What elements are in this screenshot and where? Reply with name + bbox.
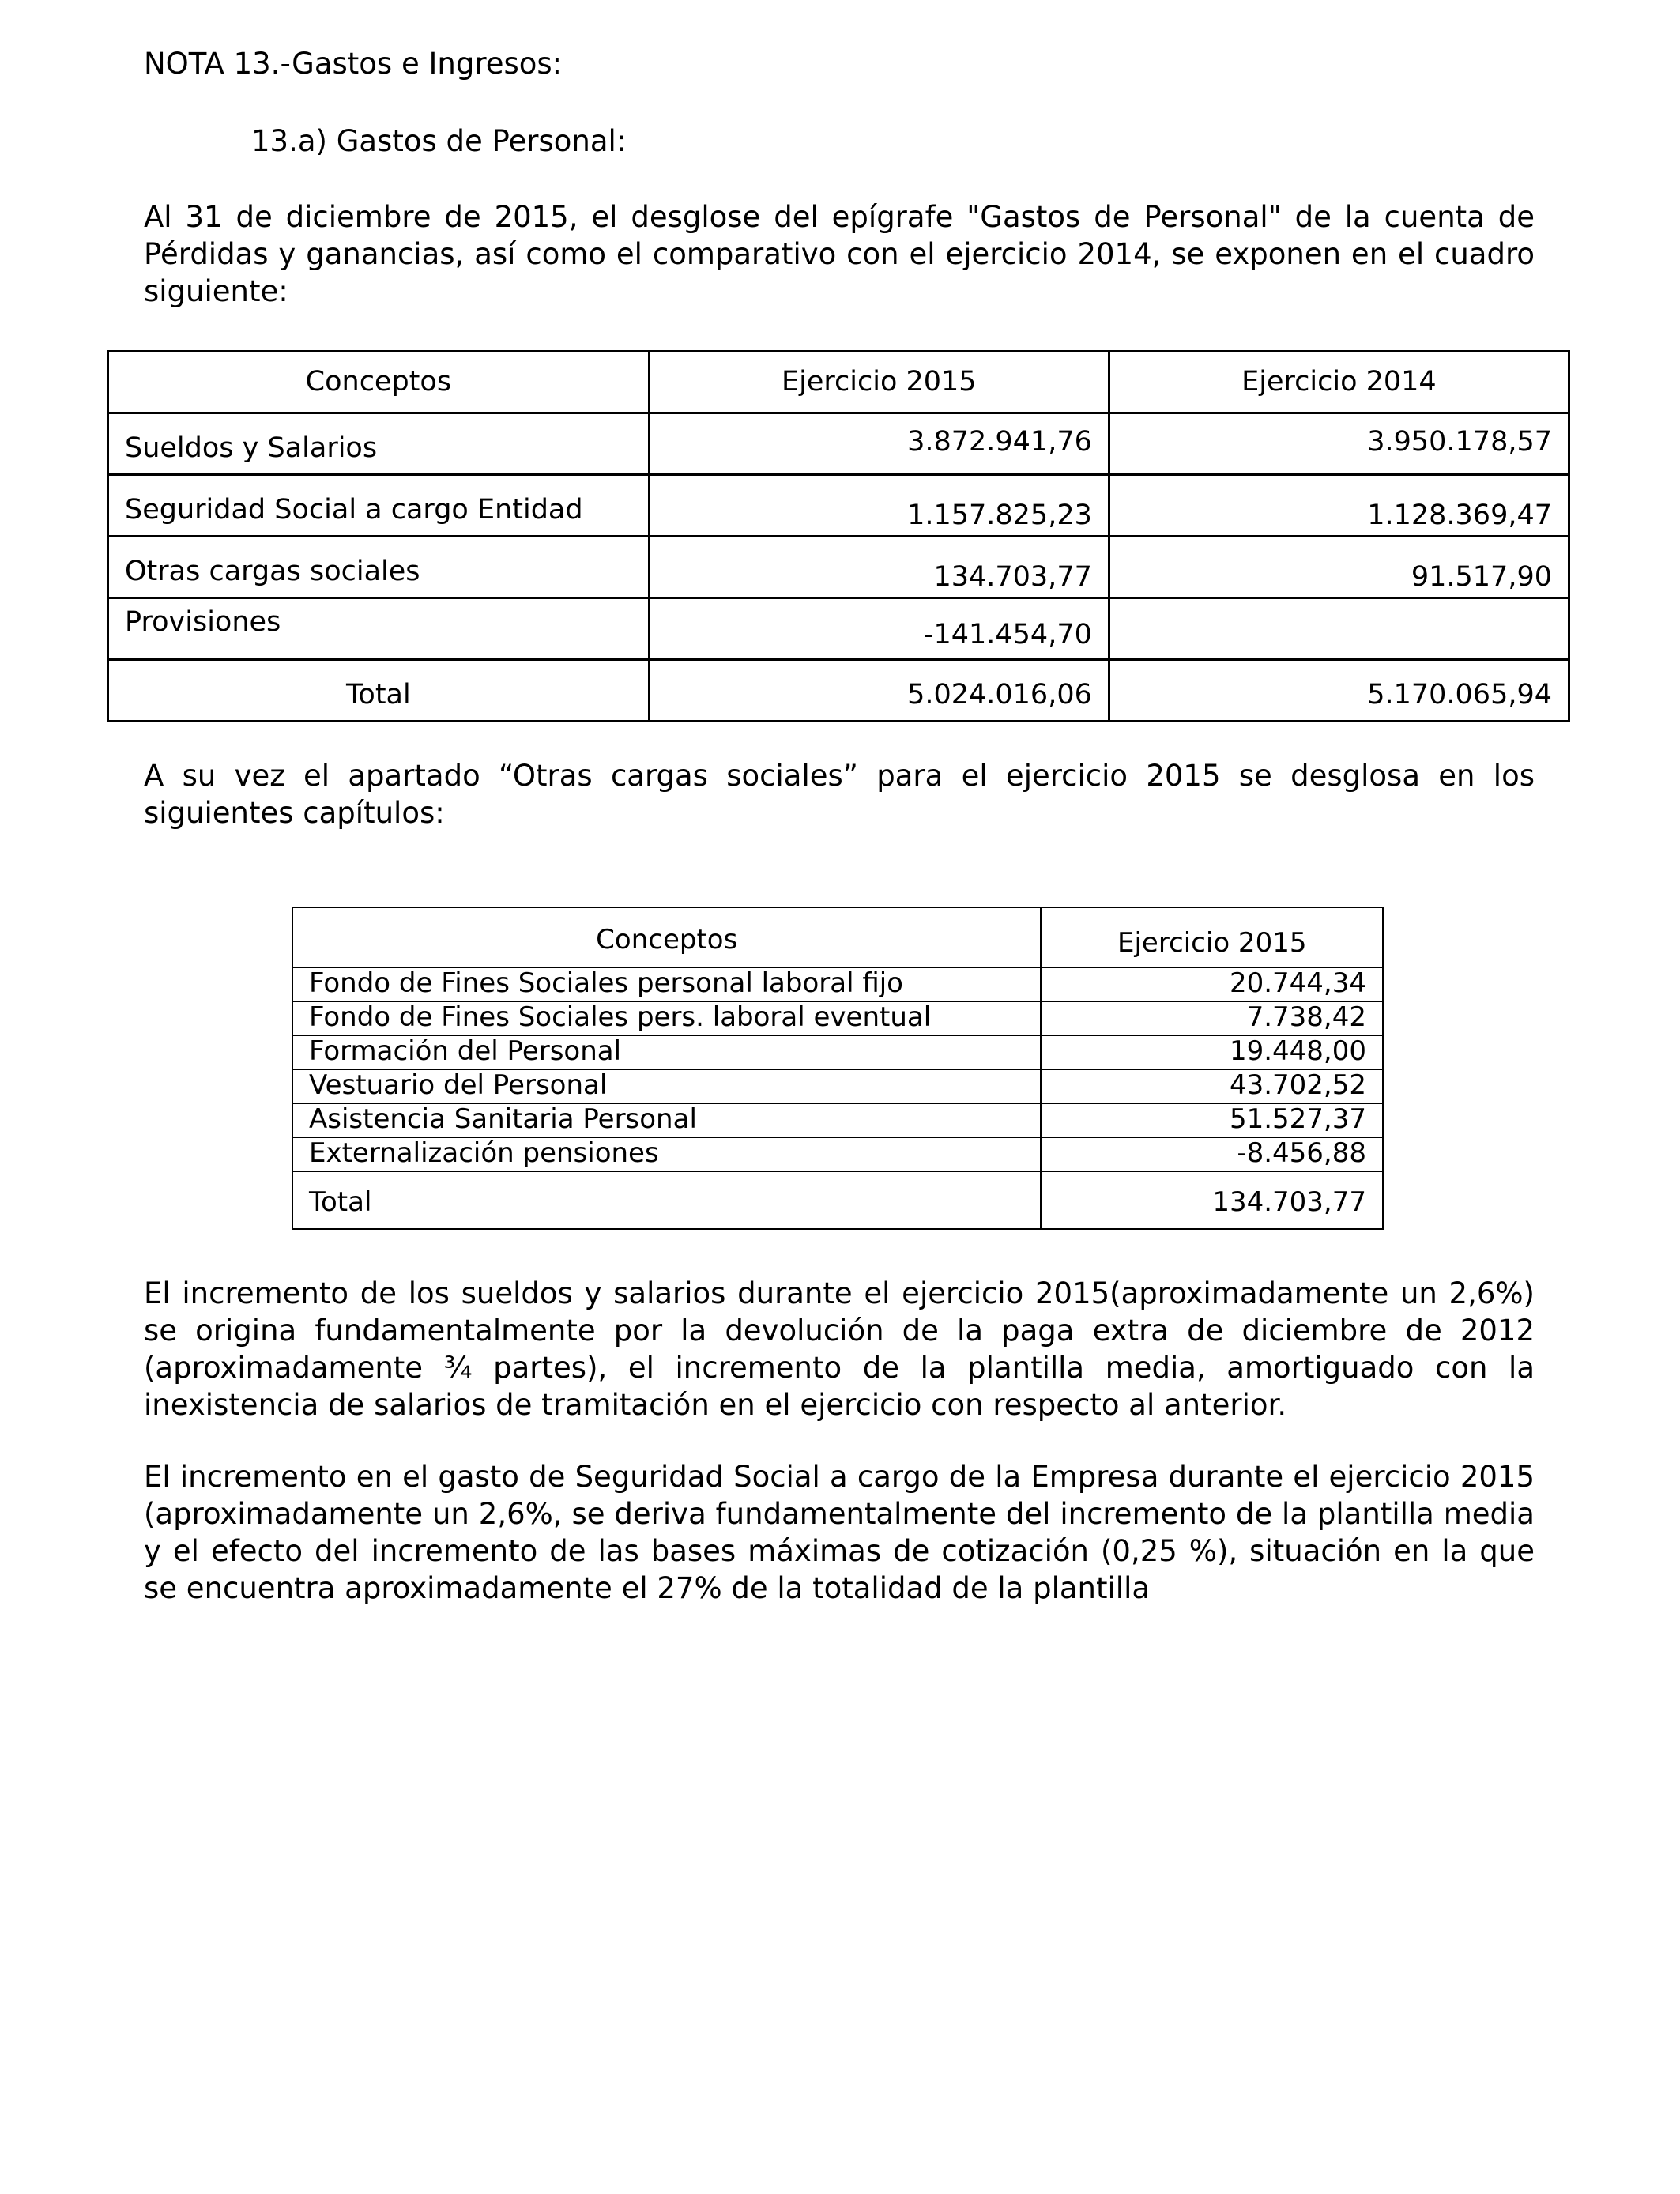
table-row xyxy=(292,1035,1383,1069)
table-row xyxy=(292,1103,1383,1137)
row-value-2015: -141.454,70 xyxy=(649,598,1109,660)
row-concept: Seguridad Social a cargo Entidad xyxy=(108,475,650,537)
social-security-paragraph: El incremento en el gasto de Seguridad Social a cargo de la Empresa durante el ejercicio 2015 (aproximadamente un 2,6%, se deriva fundamentalmente del incremento de la plantilla media y el efecto del incremento de las bases máximas de cotización (0,25 %), situación en la que se encuentra aproximadamente el 27% de la totalidad de la plantilla xyxy=(144,1460,1535,1605)
row-concept: Fondo de Fines Sociales pers. laboral eventual xyxy=(292,1001,1041,1035)
section-title: 13.a) Gastos de Personal: xyxy=(251,124,627,158)
table-row xyxy=(292,1001,1383,1035)
row-concept: Sueldos y Salarios xyxy=(108,413,650,475)
row-value-2015: 19.448,00 xyxy=(1041,1035,1383,1069)
row-value-2015: 134.703,77 xyxy=(649,537,1109,598)
row-concept: Externalización pensiones xyxy=(292,1137,1041,1171)
row-value-2014: 3.950.178,57 xyxy=(1109,413,1569,475)
table-row xyxy=(108,413,1569,475)
row-concept: Provisiones xyxy=(108,598,650,660)
intro-paragraph: Al 31 de diciembre de 2015, el desglose del epígrafe "Gastos de Personal" de la cuenta de Pérdidas y ganancias, así como el comparativo con el ejercicio 2014, se exponen en el cuadro siguiente: xyxy=(144,200,1535,308)
table-row xyxy=(108,475,1569,537)
column-header-2014: Ejercicio 2014 xyxy=(1109,352,1569,413)
salaries-paragraph: El incremento de los sueldos y salarios durante el ejercicio 2015(aproximadamente un 2,6%) se origina fundamentalmente por la devolución de la paga extra de diciembre de 2012 (aproximadamente ¾ partes), el incremento de la plantilla media, amortiguado con la inexistencia de salarios de tramitación en el ejercicio con respecto al anterior. xyxy=(144,1276,1535,1422)
total-label: Total xyxy=(292,1171,1041,1229)
row-value-2015: -8.456,88 xyxy=(1041,1137,1383,1171)
table-total-row xyxy=(108,660,1569,722)
total-value-2015: 5.024.016,06 xyxy=(649,660,1109,722)
column-header-2015: Ejercicio 2015 xyxy=(1041,907,1383,967)
total-value-2014: 5.170.065,94 xyxy=(1109,660,1569,722)
row-concept: Asistencia Sanitaria Personal xyxy=(292,1103,1041,1137)
row-value-2014: 1.128.369,47 xyxy=(1109,475,1569,537)
row-value-2014 xyxy=(1109,598,1569,660)
row-concept: Fondo de Fines Sociales personal laboral fijo xyxy=(292,967,1041,1001)
table-total-row xyxy=(292,1171,1383,1229)
row-value-2015: 3.872.941,76 xyxy=(649,413,1109,475)
row-value-2015: 51.527,37 xyxy=(1041,1103,1383,1137)
note-title: NOTA 13.-Gastos e Ingresos: xyxy=(144,47,563,81)
column-header-concepts: Conceptos xyxy=(292,907,1041,967)
table-row xyxy=(292,1069,1383,1103)
table-row xyxy=(108,598,1569,660)
table-header-row xyxy=(292,907,1383,967)
row-concept: Vestuario del Personal xyxy=(292,1069,1041,1103)
total-label: Total xyxy=(108,660,650,722)
column-header-2015: Ejercicio 2015 xyxy=(649,352,1109,413)
other-social-charges-table xyxy=(292,907,1384,1230)
row-concept: Otras cargas sociales xyxy=(108,537,650,598)
table-row xyxy=(292,967,1383,1001)
personnel-expenses-table xyxy=(107,350,1570,722)
table-row xyxy=(108,537,1569,598)
column-header-concepts: Conceptos xyxy=(108,352,650,413)
row-concept: Formación del Personal xyxy=(292,1035,1041,1069)
table-row xyxy=(292,1137,1383,1171)
row-value-2014: 91.517,90 xyxy=(1109,537,1569,598)
row-value-2015: 7.738,42 xyxy=(1041,1001,1383,1035)
table-header-row xyxy=(108,352,1569,413)
row-value-2015: 20.744,34 xyxy=(1041,967,1383,1001)
row-value-2015: 43.702,52 xyxy=(1041,1069,1383,1103)
total-value-2015: 134.703,77 xyxy=(1041,1171,1383,1229)
row-value-2015: 1.157.825,23 xyxy=(649,475,1109,537)
middle-paragraph: A su vez el apartado “Otras cargas sociales” para el ejercicio 2015 se desglosa en los siguientes capítulos: xyxy=(144,759,1535,830)
